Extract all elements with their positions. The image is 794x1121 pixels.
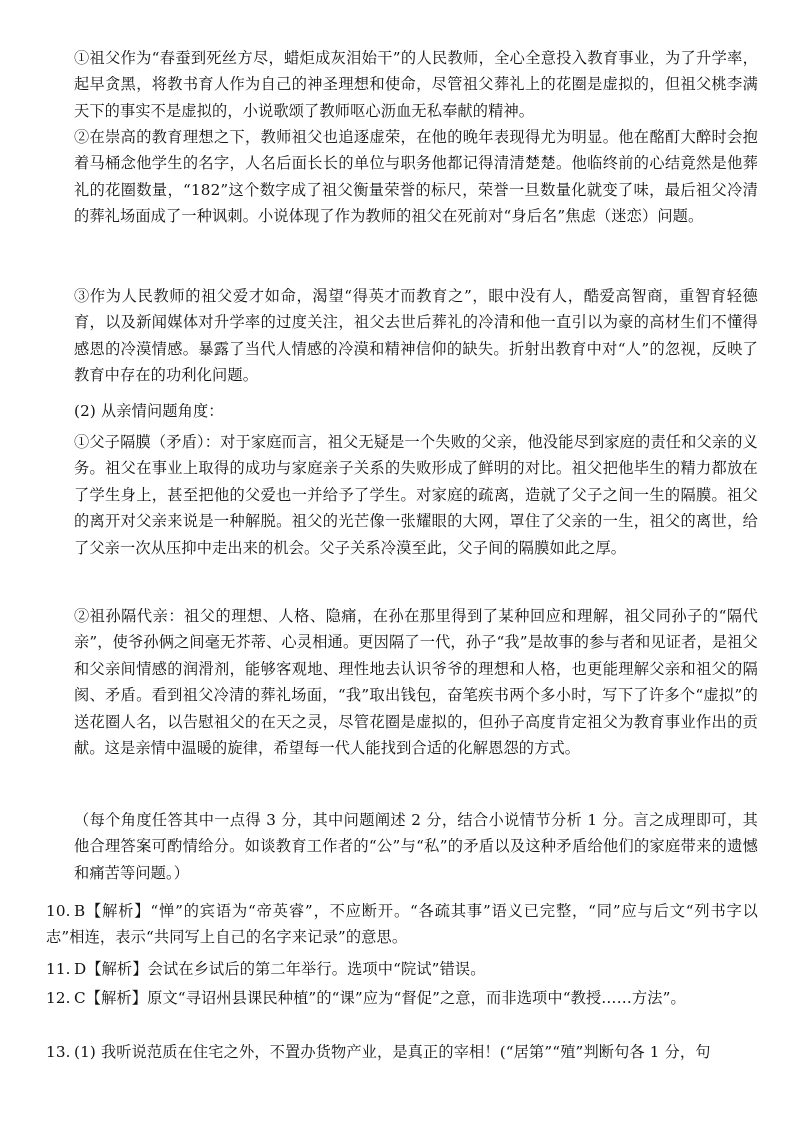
question-number: 12. bbox=[46, 989, 71, 1007]
question-number: 11. bbox=[46, 960, 71, 978]
question-answer: (1) 我听说范质在住宅之外，不置办货物产业，是真正的宰相！(“居第”“殖”判断句各 1 分，句 bbox=[74, 1043, 711, 1061]
scoring-note: （每个角度任答其中一点得 3 分，其中问题阐述 2 分，结合小说情节分析 1 分。言之成理即可，其他合理答案可酌情给分。如谈教育工作者的“公”与“私”的矛盾以及这种矛盾给他们的家庭带来的遗憾和痛苦等问题。） bbox=[74, 811, 758, 882]
question-11 bbox=[46, 956, 758, 982]
answer-paragraph-5: ①父子隔膜（矛盾）：对于家庭而言，祖父无疑是一个失败的父亲，他没能尽到家庭的责任和父亲的义务。祖父在事业上取得的成功与家庭亲子关系的失败形成了鲜明的对比。祖父把他毕生的精力都放在了学生身上，甚至把他的父爱也一并给予了学生。对家庭的疏离，造就了父子之间一生的隔膜。祖父的离开对父亲来说是一种解脱。祖父的光芒像一张耀眼的大网，罩住了父亲的一生，祖父的离世，给了父亲一次从压抑中走出来的机会。父子关系冷漠至此，父子间的隔膜如此之厚。 bbox=[74, 433, 758, 557]
answer-paragraph-1: ①祖父作为“春蚕到死丝方尽，蜡炬成灰泪始干”的人民教师，全心全意投入教育事业，为了升学率，起早贪黑，将教书育人作为自己的神圣理想和使命，尽管祖父葬礼上的花圈是虚拟的，但祖父桃李满天下的事实不是虚拟的，小说歌颂了教师呕心沥血无私奉献的精神。 bbox=[74, 49, 758, 120]
question-13 bbox=[46, 1039, 758, 1065]
question-answer: B【解析】“惮”的宾语为“帝英睿”，不应断开。“各疏其事”语义已完整，“同”应与后文“列书字以志”相连，表示“共同写上自己的名字来记录”的意思。 bbox=[46, 902, 758, 947]
question-10 bbox=[46, 898, 758, 951]
answer-paragraph-6: ②祖孙隔代亲：祖父的理想、人格、隐痛，在孙在那里得到了某种回应和理解，祖父同孙子的“隔代亲”，使爷孙俩之间毫无芥蒂、心灵相通。更因隔了一代，孙子“我”是故事的参与者和见证者，是祖父和父亲间情感的润滑剂，能够客观地、理性地去认识爷爷的理想和人格，也更能理解父亲和祖父的隔阂、矛盾。看到祖父冷清的葬礼场面，“我”取出钱包，奋笔疾书两个多小时，写下了许多个“虚拟”的送花圈人名，以告慰祖父的在天之灵，尽管花圈是虚拟的，但孙子高度肯定祖父为教育事业作出的贡献。这是亲情中温暖的旋律，希望每一代人能找到合适的化解恩怨的方式。 bbox=[74, 607, 758, 758]
question-number: 10. bbox=[46, 902, 71, 920]
question-12 bbox=[46, 985, 758, 1011]
question-answer: C【解析】原文“寻诏州县课民种植”的“课”应为“督促”之意，而非选项中“教授……方法”。 bbox=[74, 989, 686, 1007]
section-heading-family: (2) 从亲情问题角度： bbox=[74, 402, 224, 420]
question-answer: D【解析】会试在乡试后的第二年举行。选项中“院试”错误。 bbox=[74, 960, 486, 978]
answer-paragraph-2: ②在崇高的教育理想之下，教师祖父也追逐虚荣，在他的晚年表现得尤为明显。他在酩酊大醉时会抱着马桶念他学生的名字，人名后面长长的单位与职务他都记得清清楚楚。他临终前的心结竟然是他葬礼的花圈数量，“182”这个数字成了祖父衡量荣誉的标尺，荣誉一旦数量化就变了味，最后祖父冷清的葬礼场面成了一种讽刺。小说体现了作为教师的祖父在死前对“身后名”焦虑（迷恋）问题。 bbox=[74, 128, 758, 226]
question-number: 13. bbox=[46, 1043, 71, 1061]
answer-paragraph-3: ③作为人民教师的祖父爱才如命，渴望“得英才而教育之”，眼中没有人，酷爱高智商，重智育轻德育，以及新闻媒体对升学率的过度关注，祖父去世后葬礼的冷清和他一直引以为豪的高材生们不懂得感恩的冷漠情感。暴露了当代人情感的冷漠和精神信仰的缺失。折射出教育中对“人”的忽视，反映了教育中存在的功利化问题。 bbox=[74, 287, 758, 385]
